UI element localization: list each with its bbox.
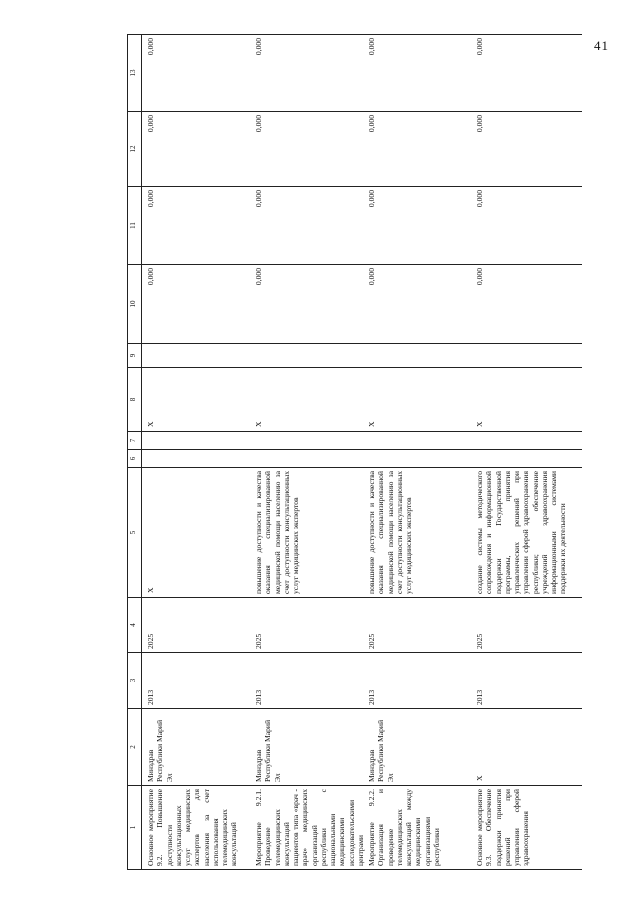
rotated-table-wrapper [127,35,627,870]
cell-activity: Мероприятие 9.2.2. Организация и проведение телемедицинских консультаций между медицинскими организациями республики [366,786,474,870]
cell-end-year: 2025 [474,598,582,653]
cell-result: X [142,468,254,598]
cell-col8: X [142,368,254,432]
cell-col10: 0,000 [366,265,474,344]
header-row [128,35,142,870]
cell-col11: 0,000 [253,187,366,265]
cell-activity: Основное мероприятие 9.2. Повышение доступности консультационных услуг медицинских экспертов для населения за счет использования телемедицинских консультаций [142,786,254,870]
page-number: 41 [594,38,609,53]
cell-start-year: 2013 [253,653,366,709]
cell-activity: Основное мероприятие 9.3. Обеспечение поддержки принятия решений при управлении сферой здравоохранения [474,786,582,870]
cell-col6 [253,450,366,468]
col-header-4: 4 [128,598,142,653]
cell-col12: 0,000 [366,112,474,187]
cell-col9 [474,344,582,368]
col-header-10: 10 [128,265,142,344]
col-header-9: 9 [128,344,142,368]
cell-end-year: 2025 [142,598,254,653]
cell-col7 [253,432,366,450]
cell-col9 [253,344,366,368]
col-header-1: 1 [128,786,142,870]
col-header-12: 12 [128,112,142,187]
cell-col9 [366,344,474,368]
cell-col10: 0,000 [142,265,254,344]
cell-col6 [142,450,254,468]
cell-col10: 0,000 [474,265,582,344]
cell-executor: X [474,709,582,786]
col-header-3: 3 [128,653,142,709]
cell-executor: Минздрав Республики Марий Эл [366,709,474,786]
col-header-2: 2 [128,709,142,786]
program-table [127,34,582,870]
cell-end-year: 2025 [366,598,474,653]
cell-col9 [142,344,254,368]
cell-col11: 0,000 [142,187,254,265]
cell-result: повышение доступности и качества оказания специализированной медицинской помощи населению за счет доступности консультационных услуг медицинских экспертов [366,468,474,598]
cell-end-year: 2025 [253,598,366,653]
cell-col6 [474,450,582,468]
cell-col6 [366,450,474,468]
cell-result: повышение доступности и качества оказания специализированной медицинской помощи населению за счет доступности консультационных услуг медицинских экспертов [253,468,366,598]
col-header-7: 7 [128,432,142,450]
col-header-11: 11 [128,187,142,265]
cell-col11: 0,000 [366,187,474,265]
cell-col12: 0,000 [142,112,254,187]
cell-col8: X [253,368,366,432]
cell-col13: 0,000 [142,35,254,112]
cell-col13: 0,000 [474,35,582,112]
table-row [253,35,366,870]
cell-col11: 0,000 [474,187,582,265]
cell-executor: Минздрав Республики Марий Эл [142,709,254,786]
cell-col12: 0,000 [253,112,366,187]
cell-activity: Мероприятие 9.2.1. Проведение телемедицинских консультаций пациентов типа «врач - врач» медицинских организаций республики с национальными медицинскими исследовательскими центрами [253,786,366,870]
cell-col13: 0,000 [366,35,474,112]
cell-result: создание системы методического сопровождения и информационной поддержки Государственной программы, принятия управленческих решений при управлении сферой здравоохранения республики; обеспечение учреждений здравоохранения информационными системами поддержки их деятельности [474,468,582,598]
table-row [366,35,474,870]
cell-col8: X [366,368,474,432]
cell-col10: 0,000 [253,265,366,344]
col-header-5: 5 [128,468,142,598]
table-row [142,35,254,870]
col-header-13: 13 [128,35,142,112]
col-header-8: 8 [128,368,142,432]
col-header-6: 6 [128,450,142,468]
cell-col7 [142,432,254,450]
cell-col7 [366,432,474,450]
table-row [474,35,582,870]
cell-start-year: 2013 [366,653,474,709]
cell-start-year: 2013 [474,653,582,709]
cell-col8: X [474,368,582,432]
cell-col12: 0,000 [474,112,582,187]
cell-col13: 0,000 [253,35,366,112]
cell-col7 [474,432,582,450]
cell-start-year: 2013 [142,653,254,709]
cell-executor: Минздрав Республики Марий Эл [253,709,366,786]
